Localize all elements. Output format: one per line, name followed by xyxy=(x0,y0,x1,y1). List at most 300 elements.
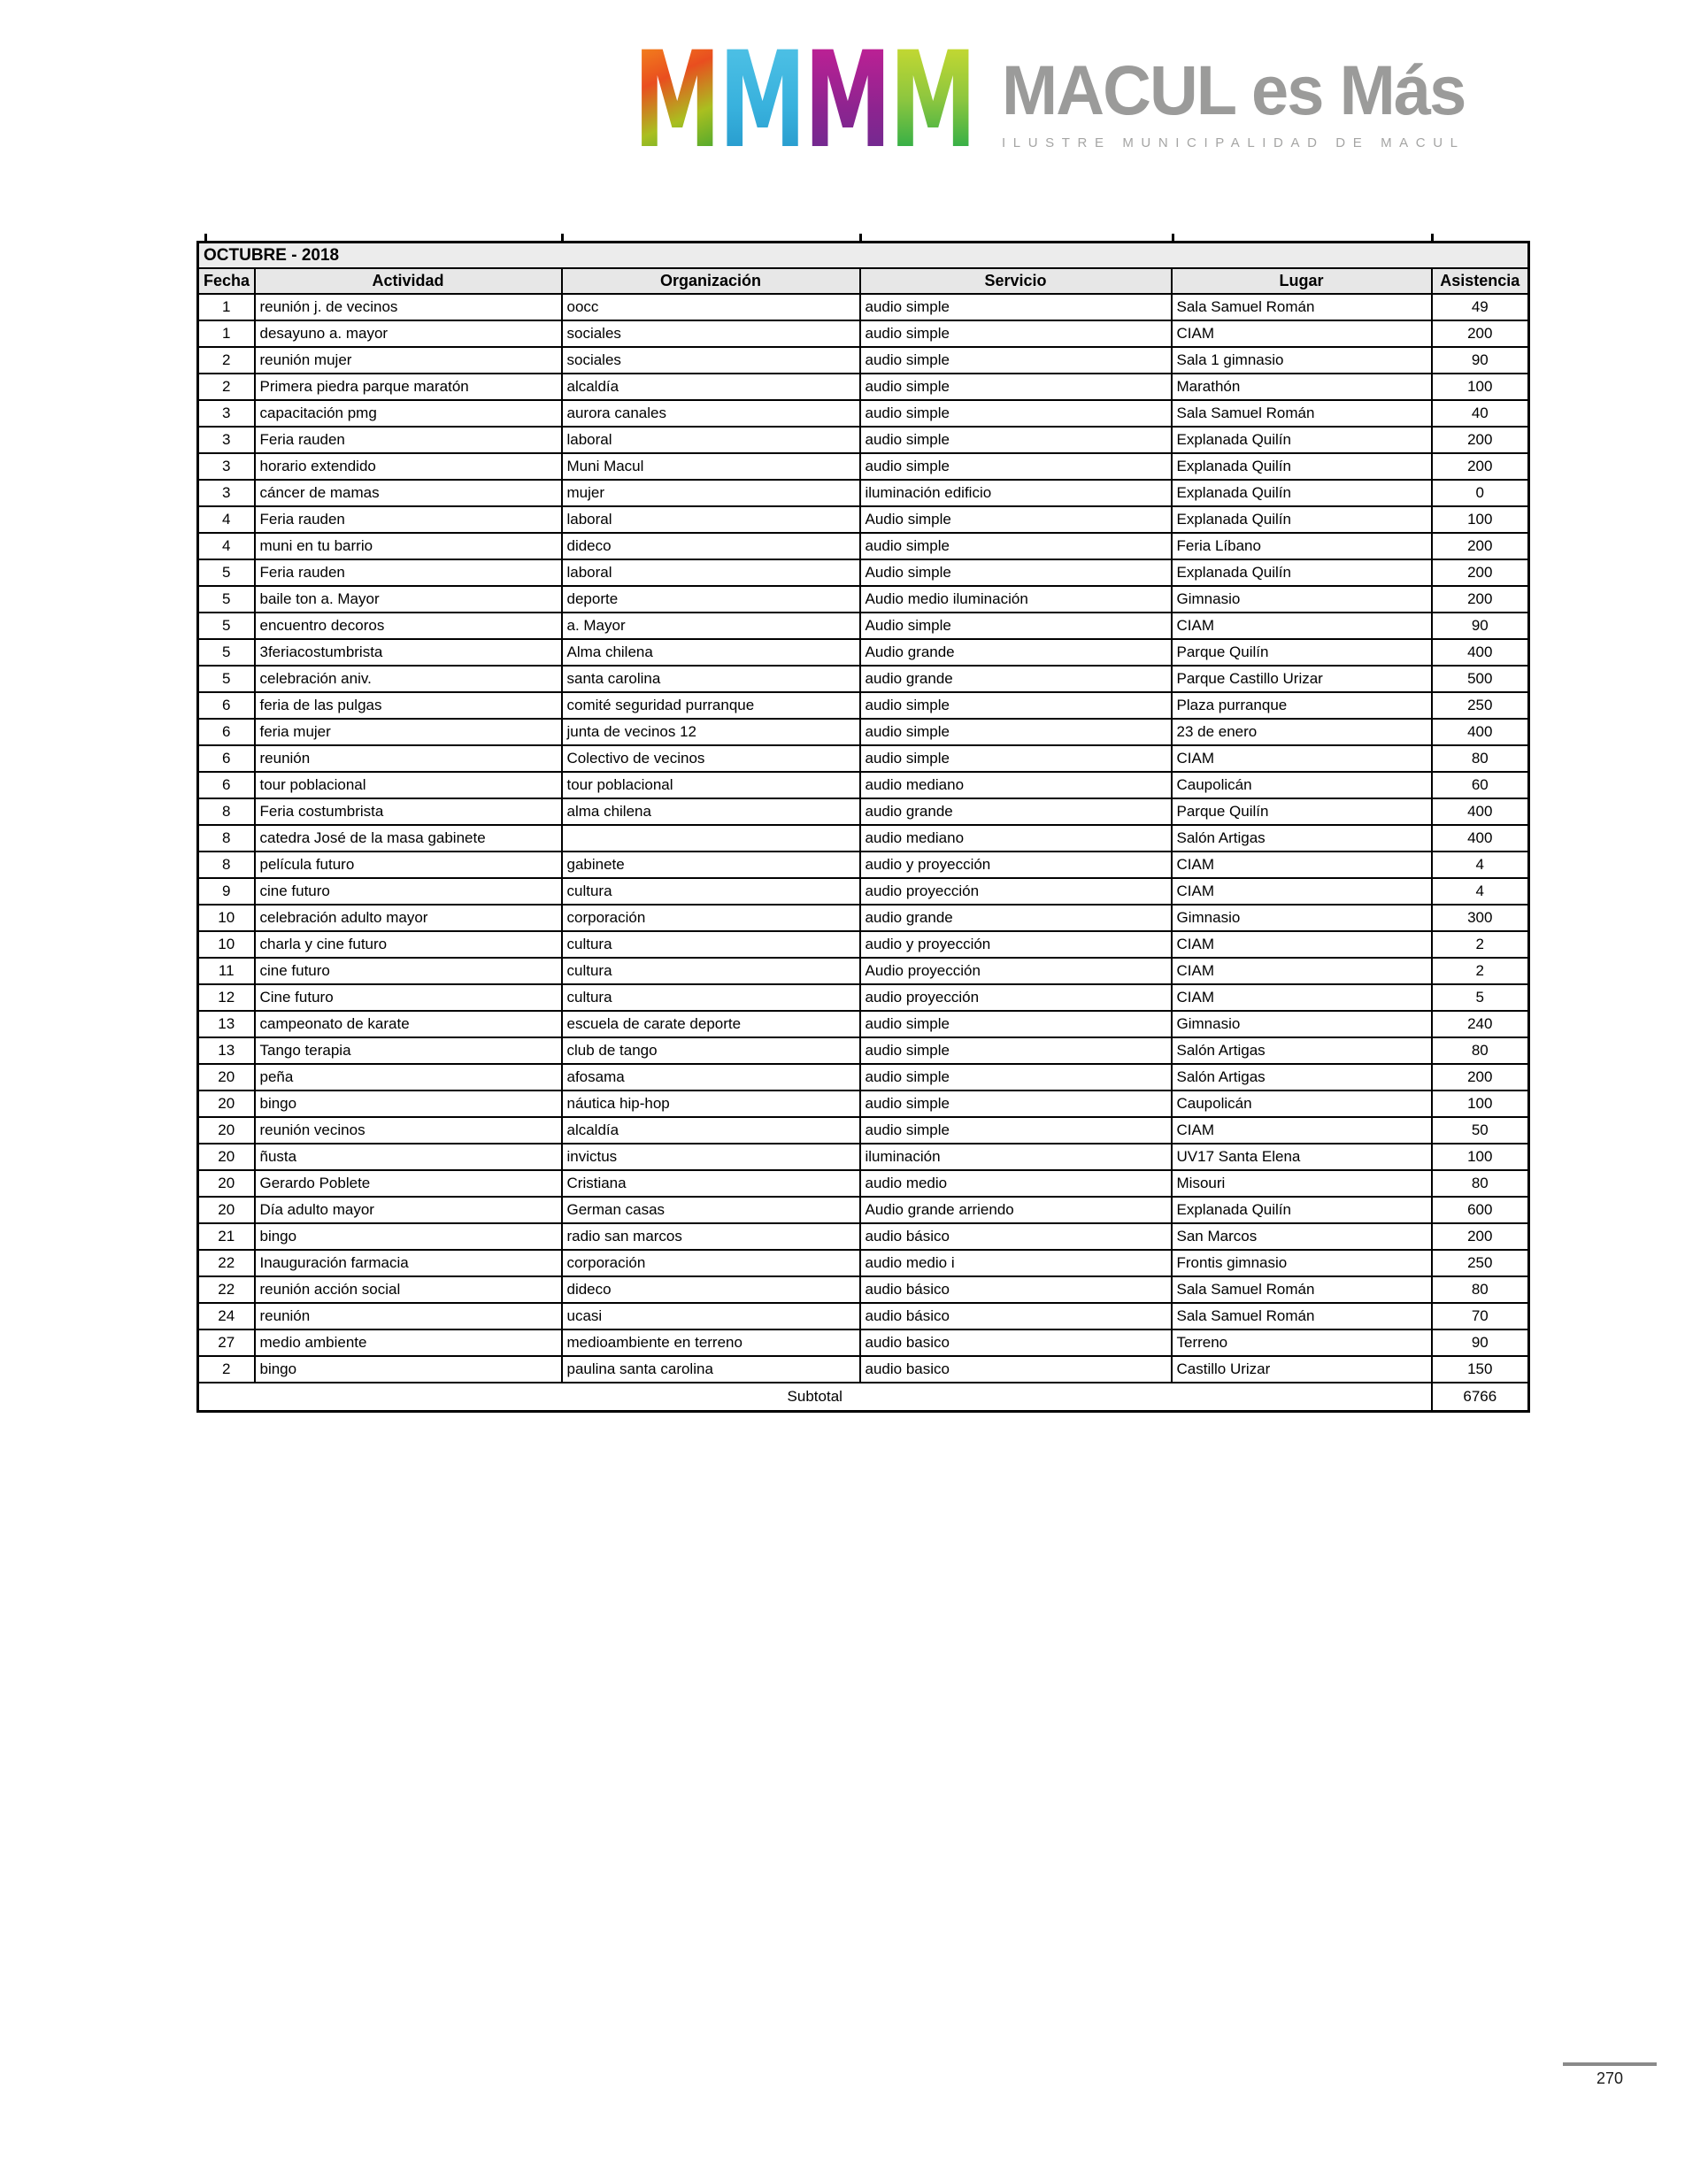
table-cell: 1 xyxy=(198,320,255,347)
table-cell: muni en tu barrio xyxy=(255,533,562,559)
table-cell: German casas xyxy=(562,1197,860,1223)
table-cell: 4 xyxy=(1432,878,1529,905)
table-cell: náutica hip-hop xyxy=(562,1090,860,1117)
table-cell: audio simple xyxy=(860,347,1172,374)
table-cell: encuentro decoros xyxy=(255,613,562,639)
logo-m2-icon: M xyxy=(719,41,806,154)
subtotal-row xyxy=(198,1383,1529,1412)
border-tick xyxy=(561,234,564,241)
table-cell: cultura xyxy=(562,958,860,984)
table-cell: 200 xyxy=(1432,559,1529,586)
table-cell: audio simple xyxy=(860,1011,1172,1037)
table-cell: Muni Macul xyxy=(562,453,860,480)
table-row xyxy=(198,1356,1529,1383)
table-row xyxy=(198,320,1529,347)
table-cell: 40 xyxy=(1432,400,1529,427)
table-cell: 1 xyxy=(198,294,255,320)
table-cell: Feria rauden xyxy=(255,506,562,533)
table-cell: reunión acción social xyxy=(255,1276,562,1303)
table-cell: CIAM xyxy=(1172,320,1432,347)
table-cell: baile ton a. Mayor xyxy=(255,586,562,613)
table-cell: Audio grande xyxy=(860,639,1172,666)
table-row xyxy=(198,719,1529,745)
table-cell: 8 xyxy=(198,798,255,825)
table-cell: 22 xyxy=(198,1276,255,1303)
table-cell: afosama xyxy=(562,1064,860,1090)
table-cell: San Marcos xyxy=(1172,1223,1432,1250)
logo-title: MACUL es Más xyxy=(1002,50,1466,129)
table-cell: 200 xyxy=(1432,586,1529,613)
table-cell: Audio simple xyxy=(860,559,1172,586)
table-row xyxy=(198,559,1529,586)
table-cell: corporación xyxy=(562,905,860,931)
table-cell: 600 xyxy=(1432,1197,1529,1223)
table-cell: laboral xyxy=(562,427,860,453)
table-row xyxy=(198,374,1529,400)
table-cell: 5 xyxy=(198,666,255,692)
table-cell: Plaza purranque xyxy=(1172,692,1432,719)
table-cell: Feria rauden xyxy=(255,559,562,586)
table-cell: audio básico xyxy=(860,1276,1172,1303)
table-cell: desayuno a. mayor xyxy=(255,320,562,347)
table-cell: 2 xyxy=(198,347,255,374)
table-cell: 6 xyxy=(198,745,255,772)
table-cell: Inauguración farmacia xyxy=(255,1250,562,1276)
activities-table xyxy=(196,241,1530,1413)
table-cell: Audio simple xyxy=(860,613,1172,639)
table-cell: peña xyxy=(255,1064,562,1090)
table-cell: Colectivo de vecinos xyxy=(562,745,860,772)
table-header-row xyxy=(198,268,1529,294)
table-cell: bingo xyxy=(255,1356,562,1383)
table-cell: Castillo Urizar xyxy=(1172,1356,1432,1383)
table-cell: CIAM xyxy=(1172,745,1432,772)
table-cell: 80 xyxy=(1432,1276,1529,1303)
subtotal-label: Subtotal xyxy=(198,1383,1432,1412)
table-cell: corporación xyxy=(562,1250,860,1276)
table-cell: Gimnasio xyxy=(1172,586,1432,613)
table-cell: Audio simple xyxy=(860,506,1172,533)
table-cell: 240 xyxy=(1432,1011,1529,1037)
table-row xyxy=(198,506,1529,533)
table-cell: audio simple xyxy=(860,692,1172,719)
table-cell: audio simple xyxy=(860,1117,1172,1144)
table-cell: 50 xyxy=(1432,1117,1529,1144)
table-cell: 20 xyxy=(198,1144,255,1170)
border-tick xyxy=(1431,234,1434,241)
table-row xyxy=(198,1329,1529,1356)
table-cell: 10 xyxy=(198,905,255,931)
table-row xyxy=(198,1037,1529,1064)
macul-logo xyxy=(634,41,1484,154)
table-cell: alcaldía xyxy=(562,374,860,400)
table-cell: laboral xyxy=(562,506,860,533)
table-cell: audio simple xyxy=(860,745,1172,772)
table-row xyxy=(198,480,1529,506)
table-cell: 250 xyxy=(1432,692,1529,719)
table-cell: 11 xyxy=(198,958,255,984)
table-cell: 60 xyxy=(1432,772,1529,798)
table-cell: audio simple xyxy=(860,453,1172,480)
logo-m1-icon: M xyxy=(634,41,721,154)
table-cell: tour poblacional xyxy=(255,772,562,798)
table-cell: iluminación xyxy=(860,1144,1172,1170)
table-cell: 80 xyxy=(1432,1170,1529,1197)
table-cell: Parque Quilín xyxy=(1172,798,1432,825)
table-cell: charla y cine futuro xyxy=(255,931,562,958)
column-header-organizacion: Organización xyxy=(562,268,860,294)
table-cell: audio y proyección xyxy=(860,931,1172,958)
table-row xyxy=(198,1276,1529,1303)
table-cell: 100 xyxy=(1432,1090,1529,1117)
table-row xyxy=(198,692,1529,719)
border-tick xyxy=(1172,234,1174,241)
table-cell: Explanada Quilín xyxy=(1172,480,1432,506)
table-cell: Gerardo Poblete xyxy=(255,1170,562,1197)
table-cell: 8 xyxy=(198,825,255,852)
table-cell: 8 xyxy=(198,852,255,878)
table-cell: 3 xyxy=(198,427,255,453)
table-cell: audio mediano xyxy=(860,772,1172,798)
table-row xyxy=(198,825,1529,852)
table-row xyxy=(198,400,1529,427)
table-cell: Salón Artigas xyxy=(1172,1064,1432,1090)
table-cell: audio basico xyxy=(860,1329,1172,1356)
table-row xyxy=(198,453,1529,480)
table-cell: 49 xyxy=(1432,294,1529,320)
table-row xyxy=(198,984,1529,1011)
table-cell: cine futuro xyxy=(255,958,562,984)
table-cell: gabinete xyxy=(562,852,860,878)
table-cell: 20 xyxy=(198,1197,255,1223)
table-cell: 400 xyxy=(1432,639,1529,666)
table-cell: ucasi xyxy=(562,1303,860,1329)
border-tick xyxy=(859,234,862,241)
table-row xyxy=(198,905,1529,931)
table-cell: 5 xyxy=(198,639,255,666)
table-cell: Audio medio iluminación xyxy=(860,586,1172,613)
table-cell: 6 xyxy=(198,692,255,719)
table-cell: 20 xyxy=(198,1170,255,1197)
table-cell: 100 xyxy=(1432,1144,1529,1170)
table-cell: sociales xyxy=(562,347,860,374)
table-cell: reunión mujer xyxy=(255,347,562,374)
table-cell: Gimnasio xyxy=(1172,905,1432,931)
column-header-servicio: Servicio xyxy=(860,268,1172,294)
table-cell: Primera piedra parque maratón xyxy=(255,374,562,400)
table-cell: catedra José de la masa gabinete xyxy=(255,825,562,852)
table-cell: 20 xyxy=(198,1117,255,1144)
table-cell: audio simple xyxy=(860,1037,1172,1064)
table-cell: feria de las pulgas xyxy=(255,692,562,719)
table-row xyxy=(198,1223,1529,1250)
table-cell: club de tango xyxy=(562,1037,860,1064)
table-cell: Gimnasio xyxy=(1172,1011,1432,1037)
table-row xyxy=(198,772,1529,798)
table-cell: audio grande xyxy=(860,798,1172,825)
table-row xyxy=(198,1011,1529,1037)
table-cell: 400 xyxy=(1432,798,1529,825)
table-cell: UV17 Santa Elena xyxy=(1172,1144,1432,1170)
table-cell: Salón Artigas xyxy=(1172,825,1432,852)
border-tick xyxy=(204,234,207,241)
table-cell: reunión vecinos xyxy=(255,1117,562,1144)
column-header-actividad: Actividad xyxy=(255,268,562,294)
table-cell: 4 xyxy=(1432,852,1529,878)
table-cell: 3 xyxy=(198,480,255,506)
table-cell: 400 xyxy=(1432,825,1529,852)
table-cell: Marathón xyxy=(1172,374,1432,400)
table-cell: 100 xyxy=(1432,374,1529,400)
table-row xyxy=(198,586,1529,613)
subtotal-value: 6766 xyxy=(1432,1383,1529,1412)
logo-m4-icon: M xyxy=(889,41,977,154)
table-cell: CIAM xyxy=(1172,984,1432,1011)
table-cell: 4 xyxy=(198,506,255,533)
table-cell: 200 xyxy=(1432,453,1529,480)
table-cell: bingo xyxy=(255,1090,562,1117)
table-cell: paulina santa carolina xyxy=(562,1356,860,1383)
table-cell: 13 xyxy=(198,1037,255,1064)
table-row xyxy=(198,1303,1529,1329)
table-cell: invictus xyxy=(562,1144,860,1170)
table-cell: 200 xyxy=(1432,533,1529,559)
table-cell: Misouri xyxy=(1172,1170,1432,1197)
table-row xyxy=(198,878,1529,905)
table-body xyxy=(198,294,1529,1383)
table-cell: CIAM xyxy=(1172,878,1432,905)
table-cell: CIAM xyxy=(1172,958,1432,984)
table-cell: 90 xyxy=(1432,347,1529,374)
table-cell: 300 xyxy=(1432,905,1529,931)
table-cell: Parque Castillo Urizar xyxy=(1172,666,1432,692)
table-cell: 70 xyxy=(1432,1303,1529,1329)
table-cell: celebración aniv. xyxy=(255,666,562,692)
table-row xyxy=(198,1064,1529,1090)
table-cell: Feria Líbano xyxy=(1172,533,1432,559)
table-row xyxy=(198,931,1529,958)
table-cell: cultura xyxy=(562,931,860,958)
table-cell: reunión xyxy=(255,745,562,772)
table-cell: 27 xyxy=(198,1329,255,1356)
table-cell: audio basico xyxy=(860,1356,1172,1383)
table-cell: mujer xyxy=(562,480,860,506)
table-cell: capacitación pmg xyxy=(255,400,562,427)
table-cell: audio básico xyxy=(860,1303,1172,1329)
table-cell: horario extendido xyxy=(255,453,562,480)
table-cell: alma chilena xyxy=(562,798,860,825)
table-row xyxy=(198,347,1529,374)
table-cell: reunión j. de vecinos xyxy=(255,294,562,320)
table-cell: 23 de enero xyxy=(1172,719,1432,745)
table-cell: 12 xyxy=(198,984,255,1011)
table-row xyxy=(198,1250,1529,1276)
table-cell: 3 xyxy=(198,400,255,427)
table-cell: Audio proyección xyxy=(860,958,1172,984)
table-cell: audio simple xyxy=(860,400,1172,427)
table-cell: CIAM xyxy=(1172,931,1432,958)
table-cell: Sala Samuel Román xyxy=(1172,1276,1432,1303)
table-cell: 6 xyxy=(198,719,255,745)
table-cell: audio grande xyxy=(860,905,1172,931)
table-cell: Tango terapia xyxy=(255,1037,562,1064)
table-cell: 20 xyxy=(198,1064,255,1090)
table-cell: Cristiana xyxy=(562,1170,860,1197)
table-cell: 2 xyxy=(1432,931,1529,958)
table-cell: 250 xyxy=(1432,1250,1529,1276)
table-cell: audio proyección xyxy=(860,984,1172,1011)
table-cell: 6 xyxy=(198,772,255,798)
table-cell: campeonato de karate xyxy=(255,1011,562,1037)
table-cell: Terreno xyxy=(1172,1329,1432,1356)
table-cell: aurora canales xyxy=(562,400,860,427)
table-cell: 22 xyxy=(198,1250,255,1276)
logo-m3-icon: M xyxy=(804,41,892,154)
column-header-asistencia: Asistencia xyxy=(1432,268,1529,294)
table-cell: junta de vecinos 12 xyxy=(562,719,860,745)
table-cell: 24 xyxy=(198,1303,255,1329)
table-cell: 90 xyxy=(1432,1329,1529,1356)
table-cell: 21 xyxy=(198,1223,255,1250)
table-cell: laboral xyxy=(562,559,860,586)
table-cell: 5 xyxy=(198,559,255,586)
table-cell: Explanada Quilín xyxy=(1172,427,1432,453)
table-cell: 150 xyxy=(1432,1356,1529,1383)
table-row xyxy=(198,1144,1529,1170)
logo-text-block xyxy=(1002,50,1484,150)
table-cell: Parque Quilín xyxy=(1172,639,1432,666)
table-cell: Sala 1 gimnasio xyxy=(1172,347,1432,374)
table-cell: audio simple xyxy=(860,719,1172,745)
table-cell: medioambiente en terreno xyxy=(562,1329,860,1356)
table-cell: cáncer de mamas xyxy=(255,480,562,506)
table-cell: CIAM xyxy=(1172,1117,1432,1144)
table-cell: 200 xyxy=(1432,1223,1529,1250)
table-cell: bingo xyxy=(255,1223,562,1250)
table-cell: Feria costumbrista xyxy=(255,798,562,825)
table-cell: audio simple xyxy=(860,533,1172,559)
column-header-lugar: Lugar xyxy=(1172,268,1432,294)
table-cell: 2 xyxy=(1432,958,1529,984)
table-cell: alcaldía xyxy=(562,1117,860,1144)
table-cell: 80 xyxy=(1432,1037,1529,1064)
logo-subtitle: ILUSTRE MUNICIPALIDAD DE MACUL xyxy=(1002,135,1466,150)
table-cell: ñusta xyxy=(255,1144,562,1170)
table-cell: audio proyección xyxy=(860,878,1172,905)
table-cell: deporte xyxy=(562,586,860,613)
table-row xyxy=(198,798,1529,825)
table-cell: 2 xyxy=(198,1356,255,1383)
table-cell: Frontis gimnasio xyxy=(1172,1250,1432,1276)
table-cell: Caupolicán xyxy=(1172,772,1432,798)
page-number: 270 xyxy=(1596,2069,1624,2087)
table-cell: 3feriacostumbrista xyxy=(255,639,562,666)
table-cell: celebración adulto mayor xyxy=(255,905,562,931)
table-cell: audio medio i xyxy=(860,1250,1172,1276)
table-cell: audio simple xyxy=(860,1090,1172,1117)
table-cell: Día adulto mayor xyxy=(255,1197,562,1223)
table-cell: 5 xyxy=(1432,984,1529,1011)
table-cell: audio simple xyxy=(860,427,1172,453)
table-cell: Sala Samuel Román xyxy=(1172,400,1432,427)
table-cell: 90 xyxy=(1432,613,1529,639)
table-cell: Explanada Quilín xyxy=(1172,453,1432,480)
table-cell: radio san marcos xyxy=(562,1223,860,1250)
table-cell: sociales xyxy=(562,320,860,347)
table-cell: 200 xyxy=(1432,1064,1529,1090)
table-cell: Explanada Quilín xyxy=(1172,506,1432,533)
table-cell: escuela de carate deporte xyxy=(562,1011,860,1037)
table-cell: Cine futuro xyxy=(255,984,562,1011)
table-cell: 4 xyxy=(198,533,255,559)
table-row xyxy=(198,852,1529,878)
table-cell: audio simple xyxy=(860,374,1172,400)
table-row xyxy=(198,666,1529,692)
table-cell: 2 xyxy=(198,374,255,400)
footer-divider xyxy=(1563,2062,1657,2066)
table-row xyxy=(198,1090,1529,1117)
table-cell: santa carolina xyxy=(562,666,860,692)
table-cell: audio simple xyxy=(860,1064,1172,1090)
table-cell: dideco xyxy=(562,533,860,559)
table-cell: película futuro xyxy=(255,852,562,878)
table-row xyxy=(198,1197,1529,1223)
table-cell: Salón Artigas xyxy=(1172,1037,1432,1064)
table-cell: 10 xyxy=(198,931,255,958)
table-cell: medio ambiente xyxy=(255,1329,562,1356)
logo-m-block-icon xyxy=(634,41,981,154)
table-cell: 13 xyxy=(198,1011,255,1037)
table-row xyxy=(198,958,1529,984)
table-row xyxy=(198,294,1529,320)
table-cell: Feria rauden xyxy=(255,427,562,453)
table-cell xyxy=(562,825,860,852)
table-cell: Explanada Quilín xyxy=(1172,559,1432,586)
table-cell: tour poblacional xyxy=(562,772,860,798)
table-cell: oocc xyxy=(562,294,860,320)
table-cell: audio simple xyxy=(860,320,1172,347)
table-cell: 200 xyxy=(1432,427,1529,453)
table-cell: audio básico xyxy=(860,1223,1172,1250)
table-cell: 100 xyxy=(1432,506,1529,533)
table-row xyxy=(198,427,1529,453)
table-cell: CIAM xyxy=(1172,613,1432,639)
table-cell: audio grande xyxy=(860,666,1172,692)
table-cell: Caupolicán xyxy=(1172,1090,1432,1117)
table-cell: 200 xyxy=(1432,320,1529,347)
table-cell: dideco xyxy=(562,1276,860,1303)
table-cell: Audio grande arriendo xyxy=(860,1197,1172,1223)
table-cell: 5 xyxy=(198,613,255,639)
table-cell: reunión xyxy=(255,1303,562,1329)
table-cell: 80 xyxy=(1432,745,1529,772)
table-cell: Alma chilena xyxy=(562,639,860,666)
table-cell: Explanada Quilín xyxy=(1172,1197,1432,1223)
table-cell: 5 xyxy=(198,586,255,613)
table-title: OCTUBRE - 2018 xyxy=(198,243,1529,269)
table-cell: CIAM xyxy=(1172,852,1432,878)
table-cell: 0 xyxy=(1432,480,1529,506)
table-cell: 400 xyxy=(1432,719,1529,745)
table-cell: Sala Samuel Román xyxy=(1172,294,1432,320)
table-cell: a. Mayor xyxy=(562,613,860,639)
table-cell: 9 xyxy=(198,878,255,905)
table-cell: cultura xyxy=(562,878,860,905)
table-cell: cine futuro xyxy=(255,878,562,905)
table-cell: audio y proyección xyxy=(860,852,1172,878)
table-cell: comité seguridad purranque xyxy=(562,692,860,719)
table-row xyxy=(198,1170,1529,1197)
